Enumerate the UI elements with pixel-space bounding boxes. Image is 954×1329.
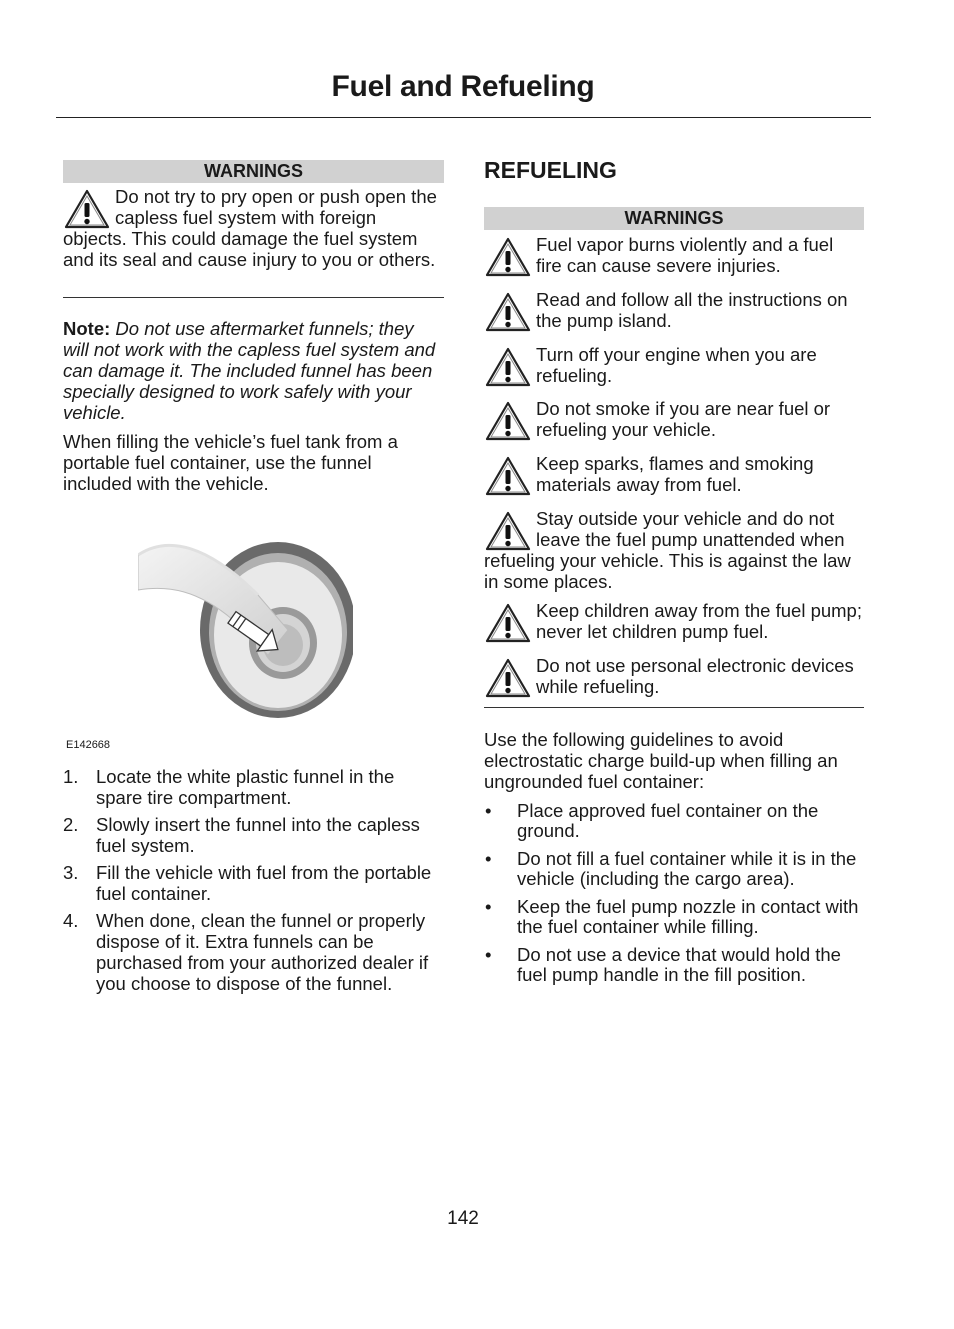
warning-text: Fuel vapor burns violently and a fuel fire can cause severe injuries. (536, 234, 834, 276)
list-item (63, 862, 444, 904)
warning-text: Stay outside your vehicle and do not leave the fuel pump unattended when refueling your vehicle. This is against the law in some places. (484, 508, 851, 592)
warning-triangle-icon (484, 657, 532, 699)
warning-item (484, 289, 864, 339)
steps-list (63, 766, 444, 1000)
warning-block (63, 186, 444, 270)
warning-triangle-icon (484, 455, 532, 497)
guidelines-intro: Use the following guidelines to avoid electrostatic charge build-up when filling an ungrounded fuel container: (484, 729, 838, 792)
bullet-text: Keep the fuel pump nozzle in contact with the fuel container while filling. (517, 896, 859, 937)
note-text: Do not use aftermarket funnels; they will not work with the capless fuel system and can damage it. The included funnel has been specially designed to work safely with your vehicle. (63, 318, 436, 423)
step-number: 3. (63, 862, 79, 883)
list-item (63, 910, 444, 994)
warning-divider (484, 707, 864, 708)
funnel-insertion-illustration (138, 535, 353, 720)
bullet-icon: • (485, 848, 492, 869)
warnings-heading: WARNINGS (63, 160, 444, 183)
title-divider (56, 117, 871, 118)
step-number: 4. (63, 910, 79, 931)
intro-paragraph: When filling the vehicle’s fuel tank from a portable fuel container, use the funnel included with the vehicle. (63, 431, 398, 494)
warning-text: Do not use personal electronic devices while refueling. (536, 655, 854, 697)
warning-item (484, 453, 864, 503)
list-item (484, 945, 864, 985)
step-text: Slowly insert the funnel into the capless fuel system. (96, 814, 420, 856)
warnings-heading: WARNINGS (484, 207, 864, 230)
warning-item (484, 600, 864, 650)
warning-triangle-icon (484, 602, 532, 644)
warning-triangle-icon (484, 400, 532, 442)
warning-text: Keep sparks, flames and smoking materials away from fuel. (536, 453, 814, 495)
step-number: 1. (63, 766, 79, 787)
warning-text: Keep children away from the fuel pump; never let children pump fuel. (536, 600, 862, 642)
guidelines-list (484, 801, 864, 993)
warning-divider (63, 297, 444, 298)
warning-triangle-icon (63, 188, 111, 230)
warning-item (484, 508, 864, 592)
warning-text: Turn off your engine when you are refueling. (536, 344, 817, 386)
bullet-text: Place approved fuel container on the ground. (517, 800, 819, 841)
warning-triangle-icon (484, 346, 532, 388)
list-item (63, 766, 444, 808)
page-title: Fuel and Refueling (331, 70, 595, 103)
warning-text: Do not smoke if you are near fuel or refueling your vehicle. (536, 398, 831, 440)
bullet-text: Do not use a device that would hold the fuel pump handle in the fill position. (517, 944, 841, 985)
list-item (484, 897, 864, 937)
warning-triangle-icon (484, 236, 532, 278)
bullet-icon: • (485, 944, 492, 965)
bullet-icon: • (485, 896, 492, 917)
note-paragraph (63, 318, 444, 423)
step-text: When done, clean the funnel or properly dispose of it. Extra funnels can be purchased from your authorized dealer if you choose to dispose of the funnel. (96, 910, 429, 994)
warning-triangle-icon (484, 510, 532, 552)
bullet-icon: • (485, 800, 492, 821)
note-label: Note: (63, 318, 111, 339)
figure-code: E142668 (66, 739, 111, 751)
list-item (63, 814, 444, 856)
warning-triangle-icon (484, 291, 532, 333)
warning-item (484, 234, 864, 284)
warning-text: Do not try to pry open or push open the capless fuel system with foreign objects. This could damage the fuel system and its seal and cause injury to you or others. (63, 186, 437, 270)
warning-item (484, 655, 864, 705)
step-text: Locate the white plastic funnel in the spare tire compartment. (96, 766, 395, 808)
step-number: 2. (63, 814, 79, 835)
warning-item (484, 398, 864, 448)
page-number: 142 (447, 1208, 479, 1229)
warning-text: Read and follow all the instructions on the pump island. (536, 289, 848, 331)
section-title: REFUELING (484, 157, 617, 183)
warning-item (484, 344, 864, 394)
step-text: Fill the vehicle with fuel from the portable fuel container. (96, 862, 432, 904)
list-item (484, 849, 864, 889)
list-item (484, 801, 864, 841)
bullet-text: Do not fill a fuel container while it is in the vehicle (including the cargo area). (517, 848, 857, 889)
